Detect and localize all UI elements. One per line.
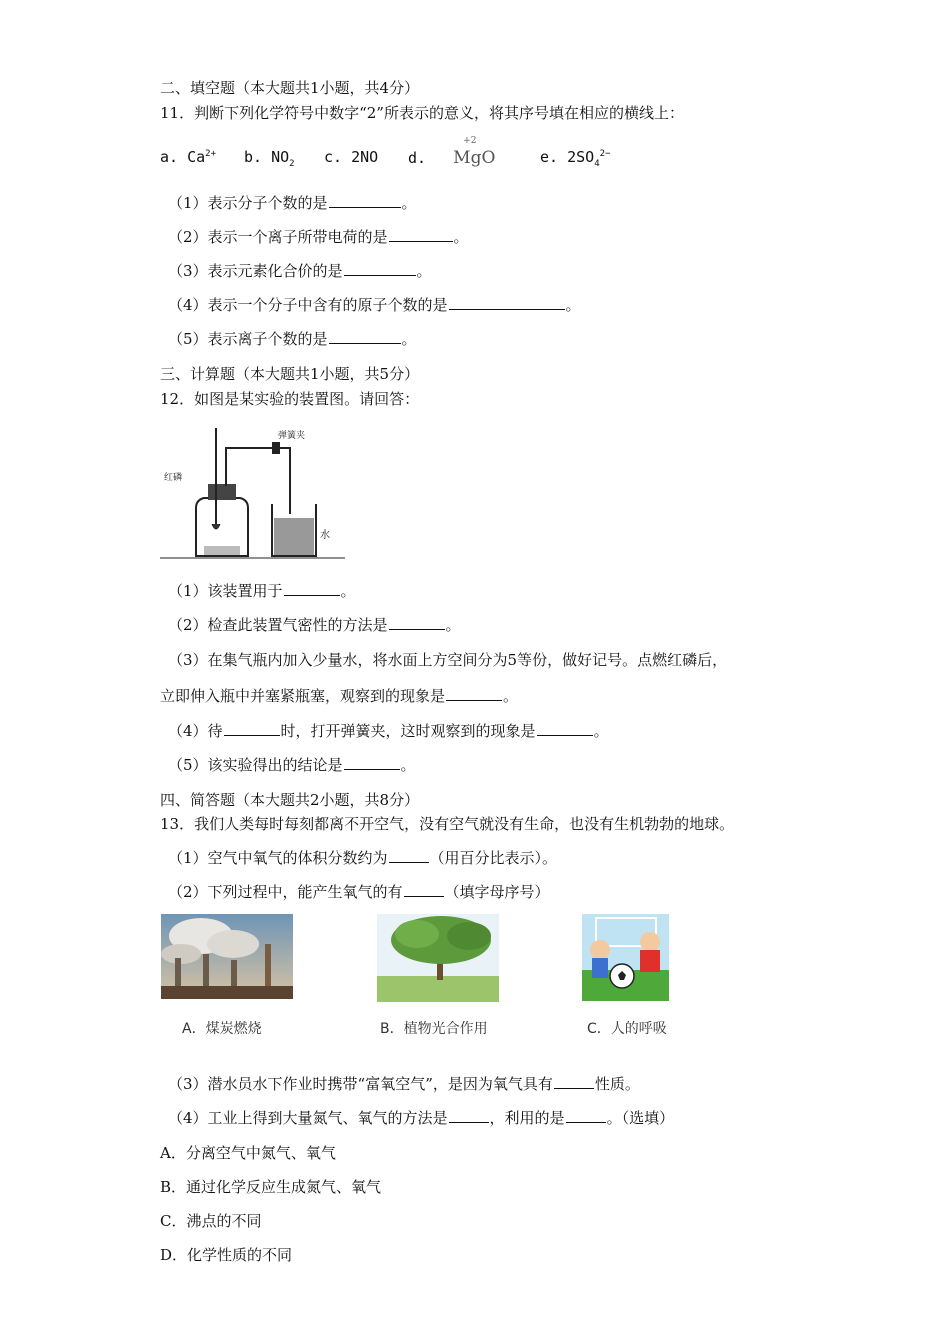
- label-phosphorus: 红磷: [164, 473, 183, 483]
- answer-blank[interactable]: [389, 848, 429, 863]
- answer-blank[interactable]: [344, 261, 416, 276]
- tree-crown: [395, 920, 439, 948]
- spoon-cup: [212, 524, 220, 529]
- mgo-formula: +2 MgO: [453, 136, 496, 168]
- chimney: [231, 960, 237, 988]
- q11-item-5: （5）表示离子个数的是 。: [168, 330, 417, 348]
- label-clip: 弹簧夹: [278, 431, 306, 441]
- answer-blank[interactable]: [284, 581, 340, 596]
- formula-b: b. $NO_2$: [244, 148, 295, 169]
- q12-item-3-cont: 立即伸入瓶中并塞紧瓶塞，观察到的现象是 。: [160, 687, 519, 705]
- q12-item-2: （2）检查此装置气密性的方法是 。: [168, 616, 461, 634]
- q11-stem: 11．判断下列化学符号中数字“2”所表示的意义，将其序号填在相应的横线上：: [160, 104, 684, 122]
- formula-a: a. $Ca^{2+}$: [160, 148, 216, 166]
- section-2-title: 二、填空题（本大题共1小题，共4分）: [160, 79, 420, 97]
- answer-blank[interactable]: [449, 295, 565, 310]
- q13-stem: 13．我们人类每时每刻都离不开空气，没有空气就没有生命，也没有生机勃勃的地球。: [160, 815, 735, 833]
- answer-blank[interactable]: [449, 1108, 489, 1123]
- answer-blank[interactable]: [537, 721, 593, 736]
- answer-blank[interactable]: [554, 1074, 594, 1089]
- chimney: [203, 954, 209, 988]
- answer-blank[interactable]: [389, 615, 445, 630]
- smoke-cloud: [207, 930, 259, 958]
- jar-water: [204, 546, 240, 555]
- answer-blank[interactable]: [446, 686, 502, 701]
- child-body: [592, 958, 608, 978]
- child-head: [590, 940, 610, 960]
- option-a: A．分离空气中氮气、氧气: [160, 1144, 336, 1162]
- q13-item-3: （3）潜水员水下作业时携带“富氧空气”，是因为氧气具有 性质。: [168, 1075, 640, 1093]
- glass-tube: [226, 448, 290, 514]
- answer-blank[interactable]: [344, 755, 400, 770]
- option-b: B．通过化学反应生成氮气、氧气: [160, 1178, 382, 1196]
- formula-d: d. +2 MgO: [408, 136, 496, 168]
- section-3-title: 三、计算题（本大题共1小题，共5分）: [160, 365, 420, 383]
- coal-burning-image: [161, 914, 293, 999]
- q12-item-5: （5）该实验得出的结论是 。: [168, 756, 416, 774]
- q11-item-3: （3）表示元素化合价的是 。: [168, 262, 432, 280]
- chimney: [265, 944, 271, 988]
- chimney: [175, 958, 181, 988]
- answer-blank[interactable]: [329, 329, 401, 344]
- answer-blank[interactable]: [224, 721, 280, 736]
- q11-item-2: （2）表示一个离子所带电荷的是 。: [168, 228, 469, 246]
- q13-item-2: （2）下列过程中，能产生氧气的有 （填字母序号）: [168, 883, 550, 901]
- valence-mark: +2: [463, 136, 477, 146]
- caption-c: C．人的呼吸: [587, 1021, 667, 1037]
- q12-item-1: （1）该装置用于 。: [168, 582, 356, 600]
- q11-item-1: （1）表示分子个数的是 。: [168, 194, 417, 212]
- answer-blank[interactable]: [329, 193, 401, 208]
- spring-clip: [272, 442, 280, 454]
- answer-blank[interactable]: [389, 227, 453, 242]
- factory: [161, 986, 293, 999]
- answer-blank[interactable]: [404, 882, 444, 897]
- formula-c: c. 2NO: [324, 148, 379, 166]
- q12-item-4: （4）待 时，打开弹簧夹，这时观察到的现象是 。: [168, 722, 609, 740]
- answer-blank[interactable]: [566, 1108, 606, 1123]
- option-c: C．沸点的不同: [160, 1212, 262, 1230]
- label-water: 水: [320, 530, 330, 541]
- apparatus-figure: [160, 428, 345, 563]
- beaker-water: [274, 518, 314, 555]
- option-d: D．化学性质的不同: [160, 1246, 293, 1264]
- q12-stem: 12．如图是某实验的装置图。请回答：: [160, 390, 420, 408]
- caption-b: B．植物光合作用: [380, 1021, 488, 1037]
- tree-crown: [447, 922, 491, 950]
- q13-item-1: （1）空气中氧气的体积分数约为 （用百分比表示）。: [168, 849, 558, 867]
- child-body: [640, 950, 660, 972]
- respiration-image: [582, 914, 669, 1001]
- q11-item-4: （4）表示一个分子中含有的原子个数的是 。: [168, 296, 581, 314]
- q13-item-4: （4）工业上得到大量氮气、氧气的方法是 ，利用的是 。（选填）: [168, 1109, 675, 1127]
- formula-e: e. $2SO_4^{2-}$: [540, 148, 611, 169]
- child-head: [640, 932, 660, 952]
- section-4-title: 四、简答题（本大题共2小题，共8分）: [160, 791, 420, 809]
- caption-a: A．煤炭燃烧: [182, 1021, 262, 1037]
- stopper: [208, 484, 236, 500]
- photosynthesis-image: [377, 914, 499, 1002]
- q12-item-3: （3）在集气瓶内加入少量水，将水面上方空间分为5等份，做好记号。点燃红磷后，: [168, 651, 728, 669]
